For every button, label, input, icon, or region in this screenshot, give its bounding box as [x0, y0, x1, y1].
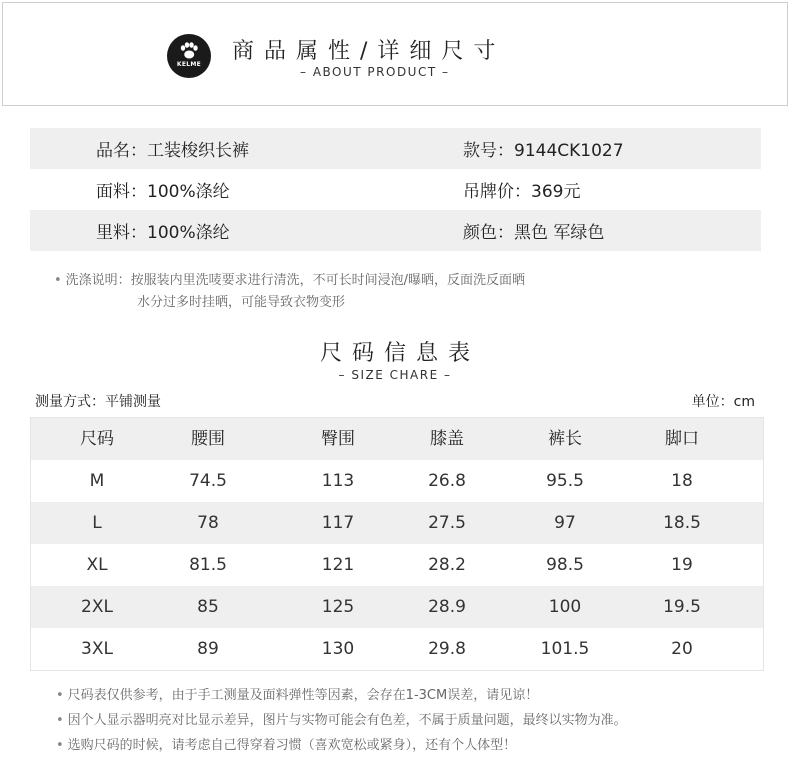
info-fabric: 面料：100%涤纶: [96, 182, 230, 202]
paw-icon: [179, 42, 199, 60]
size-table: [30, 417, 764, 671]
table-row: [31, 502, 763, 544]
bullet-icon: •: [56, 713, 64, 728]
note-text: 因个人显示器明亮对比显示差异，图片与实物可能会有色差，不属于质量问题，最终以实物为准。: [67, 713, 627, 728]
wash-instructions: [54, 270, 525, 314]
table-cell: 29.8: [428, 639, 466, 659]
table-cell: 74.5: [189, 471, 227, 491]
table-cell: 125: [321, 597, 355, 617]
table-cell: 28.9: [428, 597, 466, 617]
measure-method: 测量方式：平铺测量: [35, 394, 161, 410]
table-cell: 20: [671, 639, 693, 659]
table-cell: 98.5: [546, 555, 584, 575]
info-row: [30, 128, 761, 169]
list-item: [56, 708, 627, 733]
table-row: [31, 544, 763, 586]
page-title: 商品属性/详细尺寸: [232, 39, 506, 64]
size-chart-title: 尺码信息表: [319, 341, 480, 366]
table-cell: 27.5: [428, 513, 466, 533]
table-header-row: [31, 418, 763, 460]
table-cell: 78: [197, 513, 219, 533]
table-cell: 85: [197, 597, 219, 617]
table-cell: 18: [671, 471, 693, 491]
table-cell: L: [92, 513, 102, 533]
bullet-icon: •: [54, 273, 62, 288]
table-cell: 117: [321, 513, 355, 533]
table-cell: 19: [671, 555, 693, 575]
table-row: [31, 586, 763, 628]
unit-label: 单位：cm: [691, 394, 755, 410]
table-cell: 121: [321, 555, 355, 575]
note-text: 尺码表仅供参考，由于手工测量及面料弹性等因素，会存在1-3CM误差，请见谅！: [67, 688, 539, 703]
list-item: [56, 733, 627, 758]
table-cell: 81.5: [189, 555, 227, 575]
info-row: [30, 169, 761, 210]
wash-line-1: 洗涤说明：按服装内里洗唛要求进行清洗，不可长时间浸泡/曝晒，反面洗反面晒: [65, 273, 526, 288]
info-style-number: 款号：9144CK1027: [463, 141, 624, 161]
table-cell: XL: [86, 555, 108, 575]
table-cell: 28.2: [428, 555, 466, 575]
table-cell: 89: [197, 639, 219, 659]
header-hem: 脚口: [665, 429, 699, 449]
bullet-icon: •: [56, 688, 64, 703]
page-subtitle: – ABOUT PRODUCT –: [300, 65, 450, 79]
info-color: 颜色：黑色 军绿色: [463, 223, 605, 243]
info-product-name: 品名：工装梭织长裤: [96, 141, 249, 161]
header-knee: 膝盖: [430, 429, 464, 449]
product-info-table: [30, 128, 761, 251]
table-cell: 97: [554, 513, 576, 533]
list-item: [56, 683, 627, 708]
kelme-logo: [167, 34, 211, 78]
table-row: [31, 628, 763, 670]
header-waist: 腰围: [191, 429, 225, 449]
info-row: [30, 210, 761, 251]
table-cell: 95.5: [546, 471, 584, 491]
table-row: [31, 460, 763, 502]
info-lining: 里料：100%涤纶: [96, 223, 230, 243]
note-text: 选购尺码的时候，请考虑自己得穿着习惯（喜欢宽松或紧身），还有个人体型！: [67, 738, 517, 753]
size-chart-subtitle: – SIZE CHARE –: [338, 368, 452, 382]
info-tag-price: 吊牌价：369元: [463, 182, 581, 202]
table-cell: 100: [548, 597, 582, 617]
logo-text: KELME: [176, 61, 202, 68]
table-cell: 113: [321, 471, 355, 491]
table-cell: 19.5: [663, 597, 701, 617]
wash-line-2: 水分过多时挂晒，可能导致衣物变形: [137, 295, 346, 310]
notes-list: [56, 683, 627, 758]
header-size: 尺码: [80, 429, 114, 449]
table-cell: 2XL: [81, 597, 113, 617]
table-cell: 130: [321, 639, 355, 659]
header-length: 裤长: [548, 429, 582, 449]
table-cell: 26.8: [428, 471, 466, 491]
table-cell: 3XL: [81, 639, 113, 659]
table-cell: M: [89, 471, 105, 491]
header-hip: 臀围: [321, 429, 355, 449]
bullet-icon: •: [56, 738, 64, 753]
table-cell: 101.5: [540, 639, 590, 659]
table-cell: 18.5: [663, 513, 701, 533]
